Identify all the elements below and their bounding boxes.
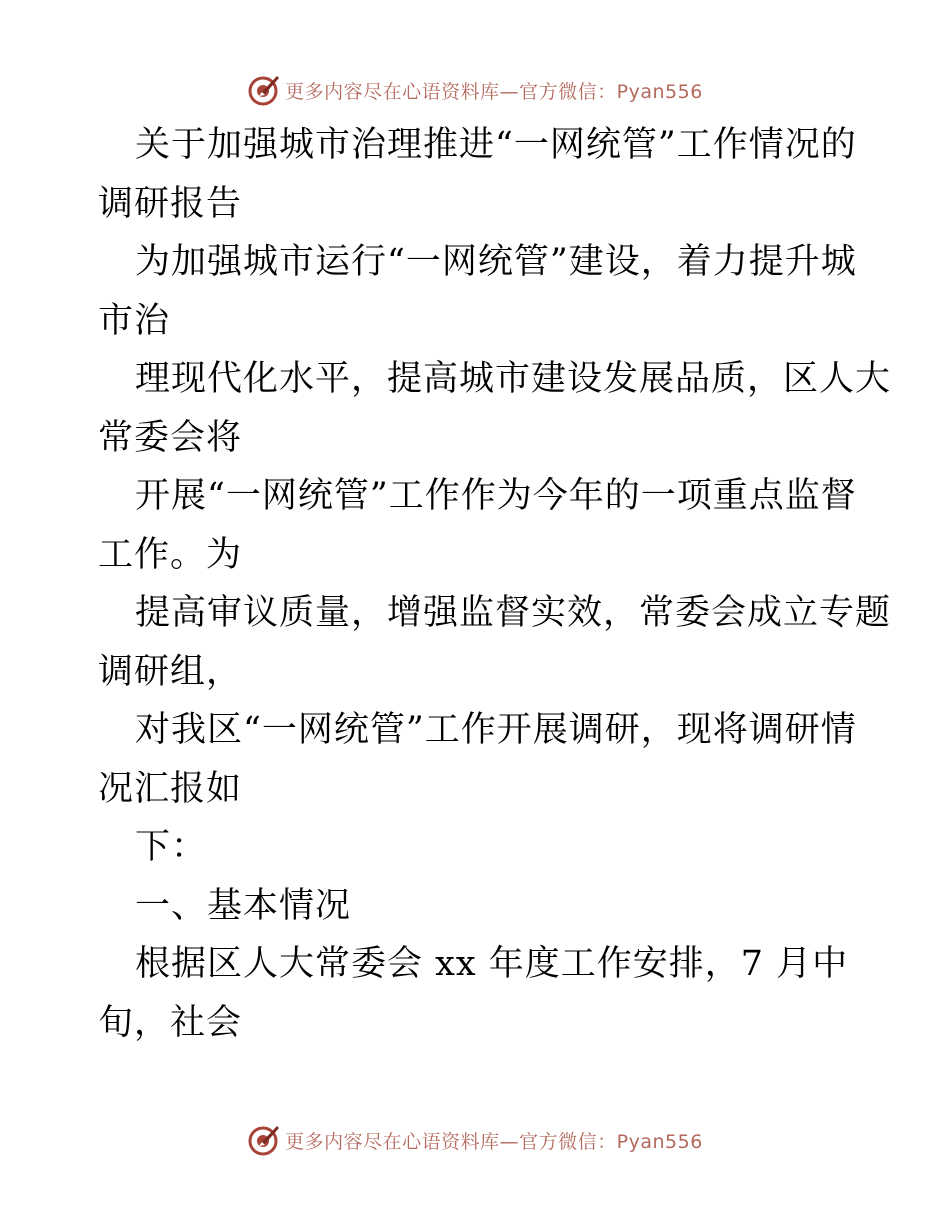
text-line: 况汇报如 xyxy=(98,768,243,809)
text-line: 一、基本情况 xyxy=(135,885,352,926)
footer-text: 更多内容尽在心语资料库—官方微信：Pyan556 xyxy=(285,1130,703,1153)
text-line: 为加强城市运行“一网统管”建设，着力提升城 xyxy=(135,242,857,282)
text-line: 理现代化水平，提高城市建设发展品质，区人大 xyxy=(135,359,892,399)
text-line: 市治 xyxy=(98,300,171,341)
text-line: 对我区“一网统管”工作开展调研，现将调研情 xyxy=(135,710,857,750)
quill-seal-icon xyxy=(247,1123,281,1157)
text-line: 常委会将 xyxy=(98,417,243,458)
header-text: 更多内容尽在心语资料库—官方微信：Pyan556 xyxy=(285,80,703,103)
footer-banner xyxy=(0,1120,950,1160)
text-line: 调研组， xyxy=(98,651,243,692)
text-line: 旬，社会 xyxy=(98,1002,243,1043)
text-line: 关于加强城市治理推进“一网统管”工作情况的 xyxy=(135,125,857,165)
text-line: 下： xyxy=(135,827,208,867)
quill-seal-icon xyxy=(247,73,281,107)
document-body xyxy=(98,116,892,1052)
text-line: 工作。为 xyxy=(98,534,243,575)
text-line: 开展“一网统管”工作作为今年的一项重点监督 xyxy=(135,476,857,516)
text-line: 提高审议质量，增强监督实效，常委会成立专题 xyxy=(135,593,892,633)
header-banner xyxy=(0,70,950,110)
text-line: 调研报告 xyxy=(98,183,243,224)
text-line: 根据区人大常委会 xx 年度工作安排，7 月中 xyxy=(135,944,849,984)
